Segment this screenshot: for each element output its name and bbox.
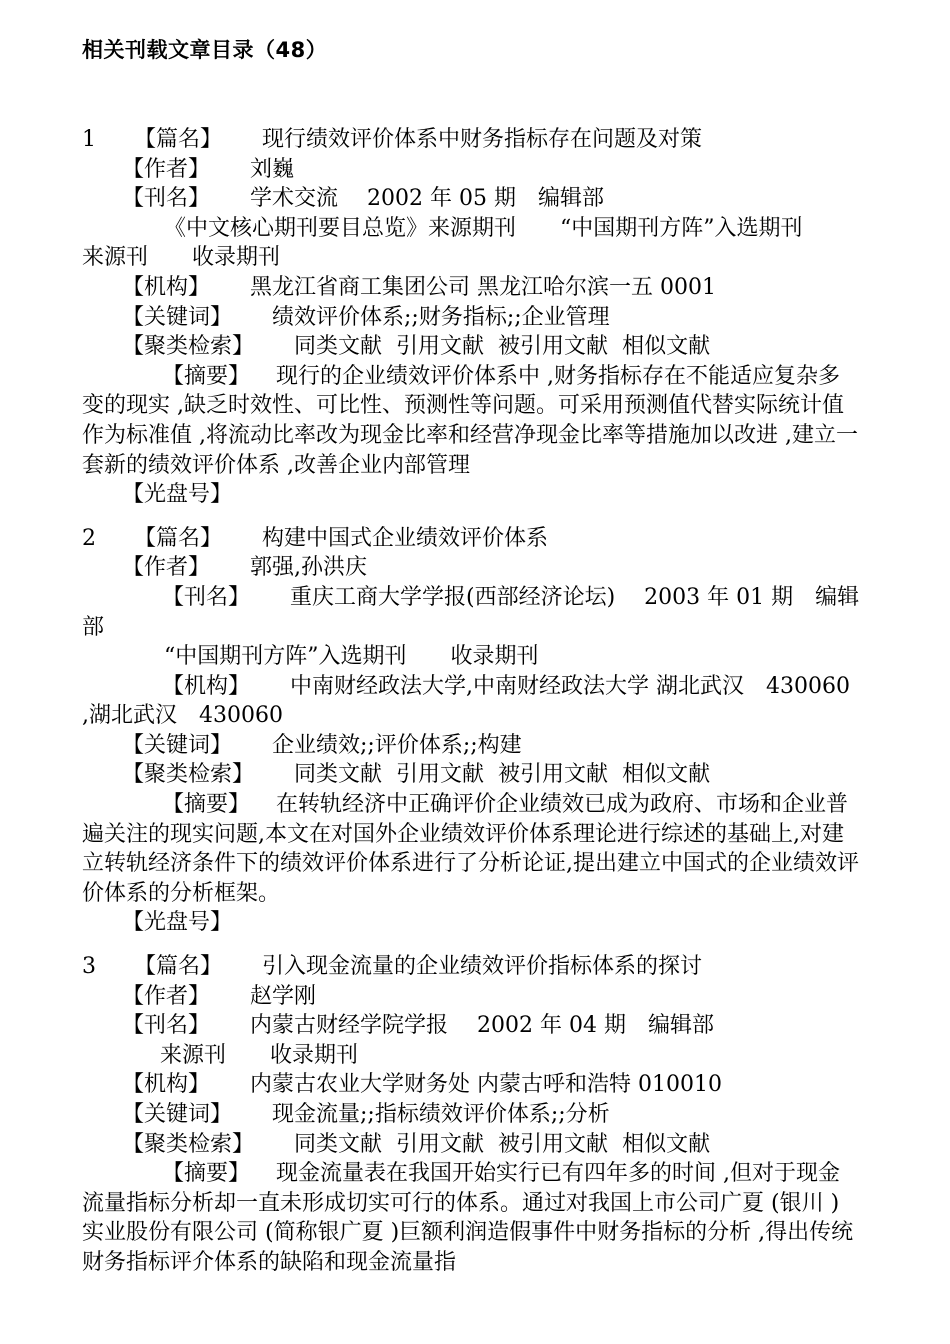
cluster-link-similar[interactable]: 相似文献: [622, 762, 711, 788]
article-entry: [82, 524, 860, 938]
article-keywords[interactable]: 企业绩效;;评价体系;;构建: [272, 732, 522, 758]
article-entry: [82, 125, 860, 510]
article-org: 内蒙古农业大学财务处 内蒙古呼和浩特 010010: [250, 1072, 722, 1098]
entry-number: 3: [82, 954, 96, 980]
cluster-link-similar-class[interactable]: 同类文献: [294, 1131, 383, 1157]
cluster-link-citing[interactable]: 引用文献: [396, 762, 485, 788]
org-label: 【机构】: [122, 1072, 211, 1098]
article-entry: [82, 952, 860, 1278]
cluster-label: 【聚类检索】: [122, 1131, 255, 1157]
abstract-block: [82, 790, 860, 908]
org-label: 【机构】: [122, 274, 211, 300]
article-author[interactable]: 刘巍: [250, 156, 295, 182]
journal-tags: “中国期刊方阵”入选期刊 收录期刊: [164, 644, 539, 670]
cluster-link-similar-class[interactable]: 同类文献: [294, 762, 383, 788]
article-keywords[interactable]: 现金流量;;指标绩效评价体系;;分析: [272, 1102, 610, 1127]
cluster-link-similar-class[interactable]: 同类文献: [294, 334, 383, 360]
author-label: 【作者】: [122, 555, 211, 581]
cluster-link-cited[interactable]: 被引用文献: [498, 334, 609, 360]
article-journal[interactable]: 内蒙古财经学院学报 2002 年 04 期 编辑部: [250, 1013, 714, 1039]
disc-label: 【光盘号】: [122, 482, 233, 508]
journal-label: 【刊名】: [162, 584, 251, 610]
cluster-label: 【聚类检索】: [122, 762, 255, 788]
abstract-block: [82, 362, 860, 480]
cluster-link-similar[interactable]: 相似文献: [622, 1131, 711, 1157]
entry-number: 2: [82, 525, 96, 551]
article-abstract: 现金流量表在我国开始实行已有四年多的时间 ,但对于现金流量指标分析却一直未形成切实可行的体系。通过对我国上市公司广夏 (银川 )实业股份有限公司 (简称银广夏 )巨额利润造假事件中财务指标的分析 ,得出传统财务指标评介体系的缺陷和现金流量指: [82, 1161, 854, 1275]
title-label: 【篇名】: [134, 127, 223, 152]
title-label: 【篇名】: [134, 525, 223, 551]
disc-label: 【光盘号】: [122, 910, 233, 936]
abstract-label: 【摘要】: [162, 1161, 251, 1187]
article-author[interactable]: 赵学刚: [250, 983, 317, 1009]
article-list: [82, 125, 860, 1292]
article-org: 中南财经政法大学,中南财经政法大学 湖北武汉 430060 ,湖北武汉 430060: [82, 673, 850, 729]
cluster-label: 【聚类检索】: [122, 334, 255, 360]
journal-tags: 《中文核心期刊要目总览》来源期刊 “中国期刊方阵”入选期刊 来源刊 收录期刊: [82, 215, 847, 271]
cluster-link-similar[interactable]: 相似文献: [622, 334, 711, 360]
article-author[interactable]: 郭强,孙洪庆: [250, 555, 368, 581]
cluster-link-citing[interactable]: 引用文献: [396, 1131, 485, 1157]
org-label: 【机构】: [162, 673, 251, 699]
article-org: 黑龙江省商工集团公司 黑龙江哈尔滨一五 0001: [250, 274, 716, 300]
article-abstract: 现行的企业绩效评价体系中 ,财务指标存在不能适应复杂多变的现实 ,缺乏时效性、可比性、预测性等问题。可采用预测值代替实际统计值作为标准值 ,将流动比率改为现金比率和经营净现金比率等措施加以改进 ,建立一套新的绩效评价体系 ,改善企业内部管理: [82, 363, 858, 478]
journal-label: 【刊名】: [122, 1013, 211, 1039]
title-label: 【篇名】: [134, 954, 223, 980]
author-label: 【作者】: [122, 156, 211, 182]
article-title[interactable]: 构建中国式企业绩效评价体系: [262, 525, 549, 551]
keywords-label: 【关键词】: [122, 1102, 233, 1127]
journal-label: 【刊名】: [122, 186, 211, 212]
cluster-link-cited[interactable]: 被引用文献: [498, 762, 609, 788]
article-title[interactable]: 现行绩效评价体系中财务指标存在问题及对策: [262, 127, 703, 152]
abstract-label: 【摘要】: [162, 363, 251, 389]
abstract-block: [82, 1159, 860, 1277]
keywords-label: 【关键词】: [122, 732, 233, 758]
keywords-label: 【关键词】: [122, 304, 233, 330]
author-label: 【作者】: [122, 983, 211, 1009]
journal-tags: 来源刊 收录期刊: [160, 1042, 359, 1068]
abstract-label: 【摘要】: [162, 792, 251, 818]
page-title: 相关刊载文章目录（48）: [82, 38, 328, 62]
article-keywords[interactable]: 绩效评价体系;;财务指标;;企业管理: [272, 304, 610, 330]
cluster-link-cited[interactable]: 被引用文献: [498, 1131, 609, 1157]
article-title[interactable]: 引入现金流量的企业绩效评价指标体系的探讨: [262, 954, 703, 980]
article-journal[interactable]: 学术交流 2002 年 05 期 编辑部: [250, 186, 604, 212]
cluster-link-citing[interactable]: 引用文献: [396, 334, 485, 360]
article-abstract: 在转轨经济中正确评价企业绩效已成为政府、市场和企业普遍关注的现实问题,本文在对国外企业绩效评价体系理论进行综述的基础上,对建立转轨经济条件下的绩效评价体系进行了分析论证,提出建立中国式的企业绩效评价体系的分析框架。: [82, 792, 859, 906]
article-journal[interactable]: 重庆工商大学学报(西部经济论坛) 2003 年 01 期 编辑部: [82, 584, 860, 640]
entry-number: 1: [82, 127, 96, 152]
